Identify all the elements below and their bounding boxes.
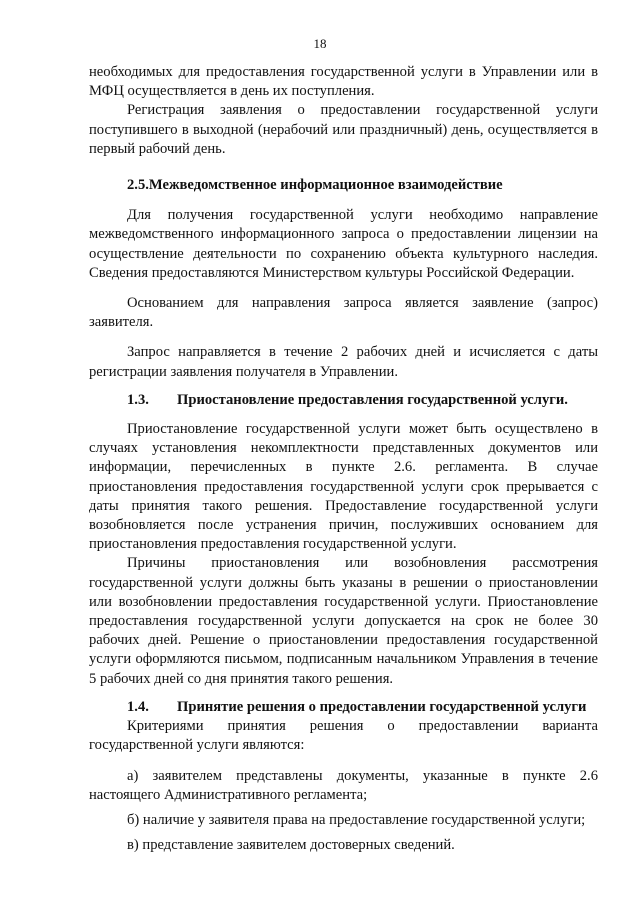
section-heading-1-3 [89,391,598,410]
section-number: 1.4. [127,698,149,715]
section-title: Приостановление предоставления государственной услуги. [177,391,568,408]
page-number: 18 [313,36,327,51]
list-item: в) представление заявителем достоверных сведений. [127,837,455,854]
paragraph: Регистрация заявления о предоставлении государственной услуги поступившего в выходной (нерабочий или праздничный) день, осуществляется в первый рабочий день. [89,102,598,157]
section-heading-1-4 [89,698,598,717]
page-content [89,63,598,855]
paragraph: Основанием для направления запроса является заявление (запрос) заявителя. [89,295,598,331]
paragraph: необходимых для предоставления государственной услуги в Управлении или в МФЦ осуществляется в день их поступления. [89,64,598,100]
paragraph: Для получения государственной услуги необходимо направление межведомственного информационного запроса о предоставлении лицензии на осуществление деятельности по сохранению объекта культурного наследия. Сведения предоставляются Министерством культуры Российской Федерации. [89,207,598,281]
paragraph: Приостановление государственной услуги может быть осуществлено в случаях установления некомплектности представленных документов или информации, перечисленных в пункте 2.6. регламента. В случае приостановления предоставления государственной услуги срок прерывается с даты принятия такого решения. Предоставление государственной услуги возобновляется после устранения причин, послуживших основанием для приостановления предоставления государственной услуги. [89,421,598,553]
section-title: Принятие решения о предоставлении государственной услуги [177,698,587,715]
paragraph: Критериями принятия решения о предоставлении варианта государственной услуги являются: [89,718,598,754]
list-item: б) наличие у заявителя права на предоставление государственной услуги; [127,811,586,828]
paragraph: Запрос направляется в течение 2 рабочих дней и исчисляется с даты регистрации заявления получателя в Управлении. [89,344,598,380]
paragraph: Причины приостановления или возобновления рассмотрения государственной услуги должны быть указаны в решении о приостановлении или возобновлении предоставления государственной услуги. Приостановление предоставления государственной услуги допускается на срок не более 30 рабочих дней. Решение о приостановлении предоставления государственной услуги оформляются письмом, подписанным начальником Управления в течение 5 рабочих дней со дня принятия такого решения. [89,555,598,687]
section-number: 1.3. [127,391,149,408]
list-item: а) заявителем представлены документы, указанные в пункте 2.6 настоящего Административного регламента; [89,767,598,803]
section-heading-2-5: 2.5.Межведомственное информационное взаимодействие [127,177,503,194]
